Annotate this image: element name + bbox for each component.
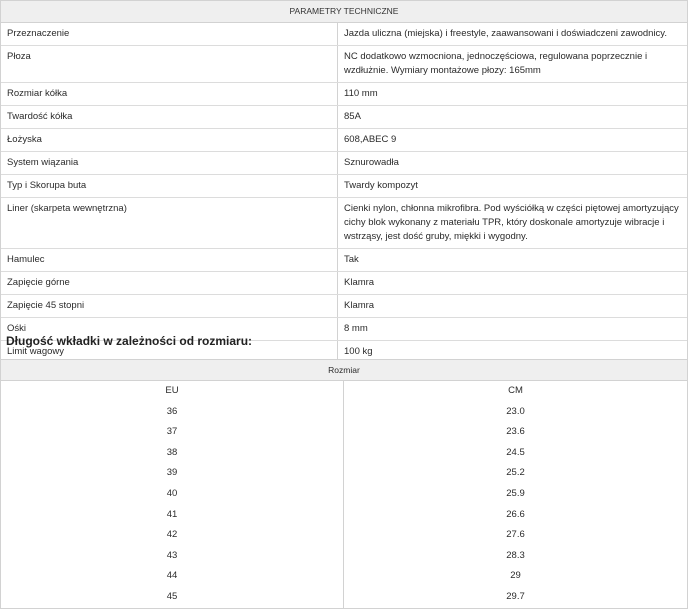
size-cm-cell: 28.3: [506, 549, 525, 561]
size-eu-cell: 38: [1, 443, 344, 464]
spec-value: Cienki nylon, chłonna mikrofibra. Pod wyściółką w części piętowej amortyzujący cichy blok wykonany z materiału TPR, który doskonale amortyzuje wibracje i wstrząsy, jest dość gruby, miękki i wygodny.: [344, 203, 679, 242]
size-cm-cell: 23.6: [506, 426, 525, 438]
spec-label: System wiązania: [1, 152, 338, 174]
spec-row: [1, 152, 687, 175]
spec-value: Klamra: [344, 277, 375, 288]
spec-table-header: PARAMETRY TECHNICZNE: [1, 1, 687, 23]
size-row: [1, 505, 687, 526]
size-cm-cell: 27.6: [506, 529, 525, 541]
spec-label: Płoza: [1, 46, 338, 82]
size-eu-cell: 41: [1, 505, 344, 526]
spec-row: [1, 23, 687, 46]
spec-label: Rozmiar kółka: [1, 83, 338, 105]
size-row: [1, 484, 687, 505]
spec-value: 110 mm: [344, 88, 378, 99]
size-eu-cell: 42: [1, 525, 344, 546]
spec-value: Tak: [344, 254, 359, 265]
size-eu-cell: 40: [1, 484, 344, 505]
size-cm-cell: 24.5: [506, 446, 525, 458]
spec-label: Ośki: [1, 318, 338, 340]
spec-label: Zapięcie górne: [1, 272, 338, 294]
spec-value: Sznurowadła: [344, 157, 399, 168]
spec-value: 8 mm: [344, 323, 368, 334]
col-eu-header: EU: [1, 381, 344, 402]
size-eu-cell: 45: [1, 587, 344, 608]
spec-label: Typ i Skorupa buta: [1, 175, 338, 197]
size-cm-cell: 26.6: [506, 508, 525, 520]
size-eu-cell: 39: [1, 463, 344, 484]
spec-value: Jazda uliczna (miejska) i freestyle, zaawansowani i doświadczeni zawodnicy.: [344, 28, 667, 39]
spec-label: Liner (skarpeta wewnętrzna): [1, 198, 338, 248]
size-cm-cell: 23.0: [506, 405, 525, 417]
size-cm-cell: 29.7: [506, 590, 525, 602]
size-row: [1, 402, 687, 423]
spec-value: Twardy kompozyt: [344, 180, 418, 191]
spec-label: Łożyska: [1, 129, 338, 151]
size-row: [1, 587, 687, 608]
spec-value: 100 kg: [344, 346, 373, 357]
spec-row: [1, 83, 687, 106]
spec-label: Zapięcie 45 stopni: [1, 295, 338, 317]
size-table-header: Rozmiar: [1, 360, 687, 381]
spec-label: Limit wagowy: [1, 341, 338, 363]
spec-row: [1, 198, 687, 249]
spec-row: [1, 295, 687, 318]
spec-value: 608,ABEC 9: [344, 134, 397, 145]
size-table: [0, 359, 688, 609]
size-section-heading: Długość wkładki w zależności od rozmiaru:: [6, 334, 253, 348]
spec-value: NC dodatkowo wzmocniona, jednoczęściowa, regulowana poprzecznie i wzdłużnie. Wymiary montażowe płozy: 165mm: [344, 51, 648, 76]
size-cm-cell: 25.2: [506, 467, 525, 479]
spec-table-body: [1, 23, 687, 363]
spec-row: [1, 175, 687, 198]
size-table-body: [1, 402, 687, 608]
spec-label: Przeznaczenie: [1, 23, 338, 45]
size-eu-cell: 36: [1, 402, 344, 423]
size-row: [1, 463, 687, 484]
size-row: [1, 525, 687, 546]
spec-row: [1, 129, 687, 152]
size-eu-cell: 44: [1, 566, 344, 587]
spec-value: 85A: [344, 111, 361, 122]
size-cm-cell: 25.9: [506, 487, 525, 499]
size-cm-cell: 29: [510, 570, 521, 582]
spec-label: Hamulec: [1, 249, 338, 271]
spec-row: [1, 249, 687, 272]
size-row: [1, 443, 687, 464]
size-row: [1, 422, 687, 443]
spec-label: Twardość kółka: [1, 106, 338, 128]
spec-row: [1, 46, 687, 83]
col-cm-header: CM: [508, 385, 523, 396]
size-table-col-headers: [1, 381, 687, 402]
size-eu-cell: 43: [1, 546, 344, 567]
size-eu-cell: 37: [1, 422, 344, 443]
spec-value: Klamra: [344, 300, 375, 311]
size-row: [1, 546, 687, 567]
size-row: [1, 566, 687, 587]
spec-row: [1, 272, 687, 295]
spec-row: [1, 106, 687, 129]
